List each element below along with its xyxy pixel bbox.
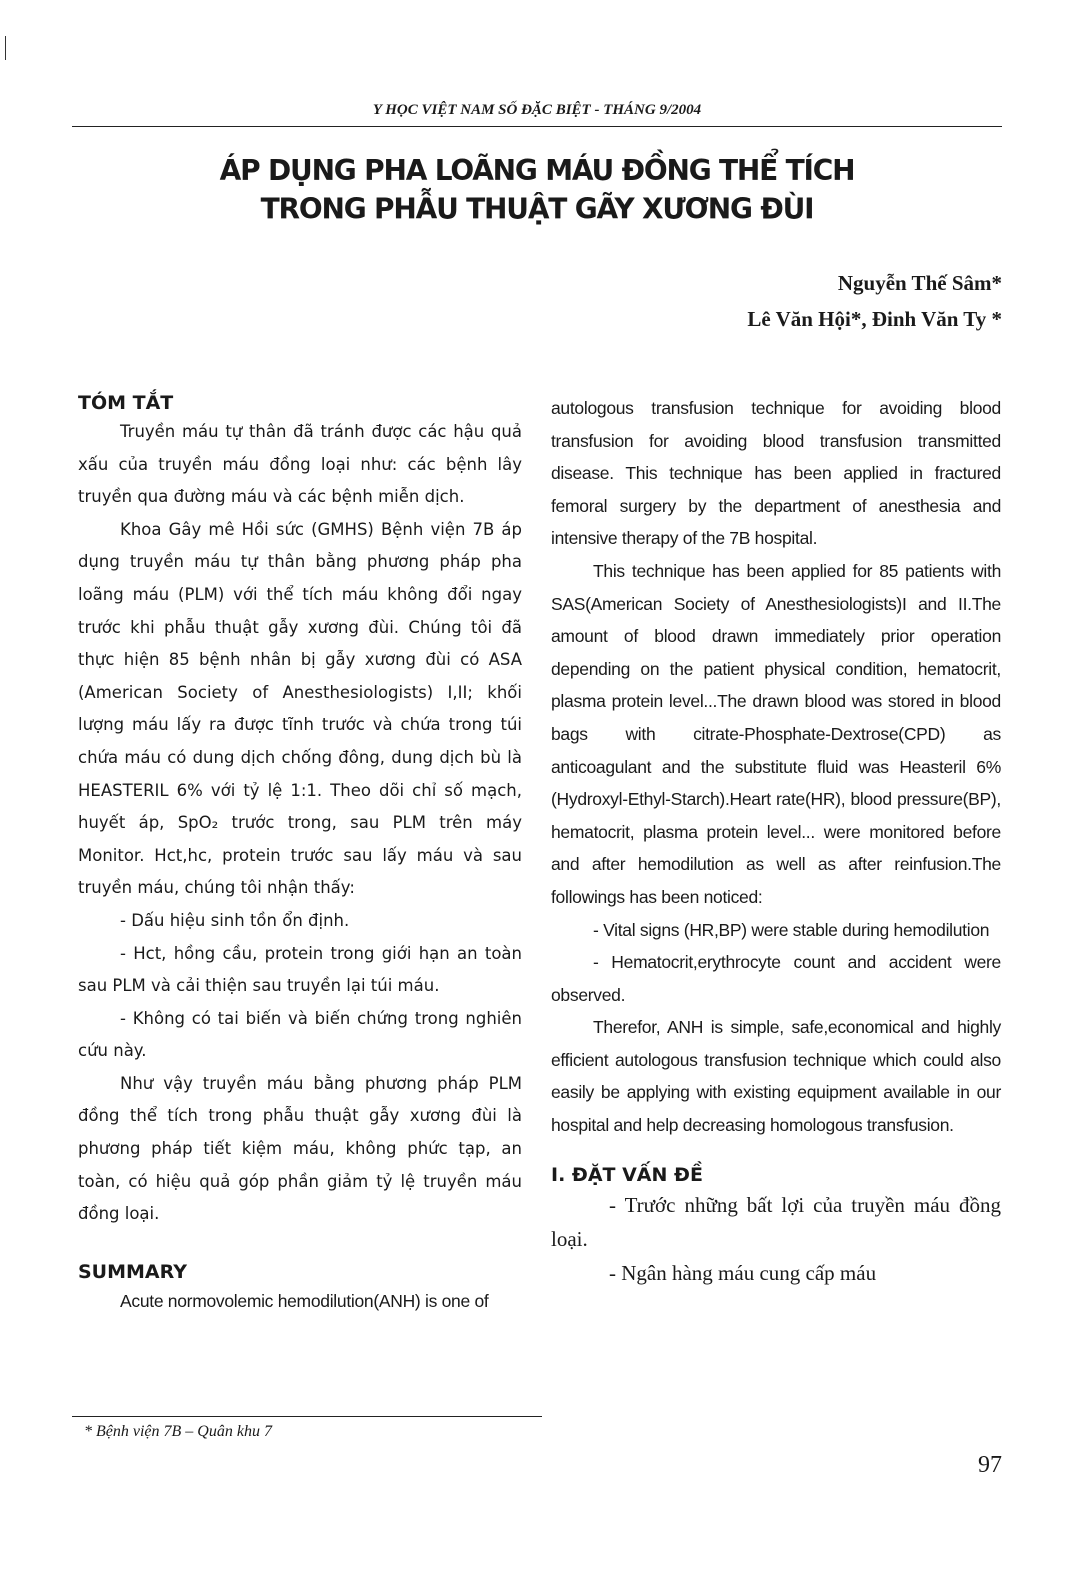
summary-heading: SUMMARY [78,1260,187,1283]
authors-line-1: Nguyễn Thế Sâm* [837,271,1002,295]
tomtat-paragraph-6: Như vậy truyền máu bằng phương pháp PLM đồng thể tích trong phẫu thuật gẫy xương đùi là phương pháp tiết kiệm máu, không phức tạp, an toàn, có hiệu quả góp phần giảm tỷ lệ truyền máu đồng loại. [78,1073,522,1224]
summary-paragraph-4: Therefor, ANH is simple, safe,economical and highly efficient autologous transfusion technique which could also easily be applying with existing equipment available in our hospital and help decreasing homologous transfusion. [551,1017,1001,1136]
article-title [72,151,1002,229]
summary-continuation: autologous transfusion technique for avoiding blood transfusion for avoiding blood transfusion transmitted disease. This technique has been applied in fractured femoral surgery by the department of anesthesia and intensive therapy of the 7B hospital. [551,398,1001,549]
summary-paragraph-3: - Hematocrit,erythrocyte count and accident were observed. [551,952,1001,1005]
authors-line-2: Lê Văn Hội*, Đinh Văn Ty * [747,307,1002,331]
section-1-paragraph-2: - Ngân hàng máu cung cấp máu [609,1260,877,1285]
header-rule [72,126,1002,127]
section-1-paragraph-1: - Trước những bất lợi của truyền máu đồng loại. [551,1192,1001,1251]
summary-paragraph-1: This technique has been applied for 85 patients with SAS(American Society of Anesthesiologists)I and II.The amount of blood drawn immediately prior operation depending on the patient physical condition, hematocrit, plasma protein level...The drawn blood was stored in blood bags with citrate-Phosphate-Dextrose(CPD) as anticoagulant and the substitute fluid was Heasteril 6%(Hydroxyl-Ethyl-Starch).Heart rate(HR), blood pressure(BP), hematocrit, plasma protein level... were monitored before and after hemodilution as well as after reinfusion.The followings has been noticed: [551,560,1001,907]
tomtat-paragraph-4: - Hct, hồng cầu, protein trong giới hạn an toàn sau PLM và cải thiện sau truyền lại túi máu. [78,943,522,996]
summary-first-line: Acute normovolemic hemodilution(ANH) is one of [120,1290,489,1311]
section-1-heading: I. ĐẶT VẤN ĐỀ [551,1163,703,1186]
tomtat-paragraph-2: Khoa Gây mê Hồi sức (GMHS) Bệnh viện 7B áp dụng truyền máu tự thân bằng phương pháp pha loãng máu (PLM) với thể tích máu không đổi ngay trước khi phẫu thuật gẫy xương đùi. Chúng tôi đã thực hiện 85 bệnh nhân bị gẫy xương đùi có ASA (American Society of Anesthesiologists) I,II; khối lượng máu lấy ra được tĩnh trước và chứa trong túi chứa máu có dung dịch chống đông, dung dịch bù là HEASTERIL 6% với tỷ lệ 1:1. Theo dõi chỉ số mạch, huyết áp, SpO₂ trước trong, sau PLM trên máy Monitor. Hct,hc, protein trước sau lấy máu và sau truyền máu, chúng tôi nhận thấy: [78,519,522,898]
title-line-2: TRONG PHẪU THUẬT GÃY XƯƠNG ĐÙI [260,192,814,226]
tomtat-paragraph-3: - Dấu hiệu sinh tồn ổn định. [120,910,350,930]
footnote-rule [72,1416,542,1417]
left-column [78,392,522,1317]
page-number: 97 [978,1452,1002,1478]
tomtat-heading: TÓM TẮT [78,392,174,414]
authors [747,265,1002,337]
journal-header: Y HỌC VIỆT NAM SỐ ĐẶC BIỆT - THÁNG 9/2004 [372,102,702,118]
scan-margin-mark [5,36,6,60]
tomtat-paragraph-5: - Không có tai biến và biến chứng trong nghiên cứu này. [78,1008,522,1061]
title-line-1: ÁP DỤNG PHA LOÃNG MÁU ĐỒNG THỂ TÍCH [219,153,855,187]
summary-paragraph-2: - Vital signs (HR,BP) were stable during hemodilution [593,919,990,940]
right-column [551,392,1001,1290]
footnote: * Bệnh viện 7B – Quân khu 7 [84,1423,272,1440]
tomtat-paragraph-1: Truyền máu tự thân đã tránh được các hậu quả xấu của truyền máu đồng loại như: các bệnh lây truyền qua đường máu và các bệnh miễn dịch. [78,422,522,507]
